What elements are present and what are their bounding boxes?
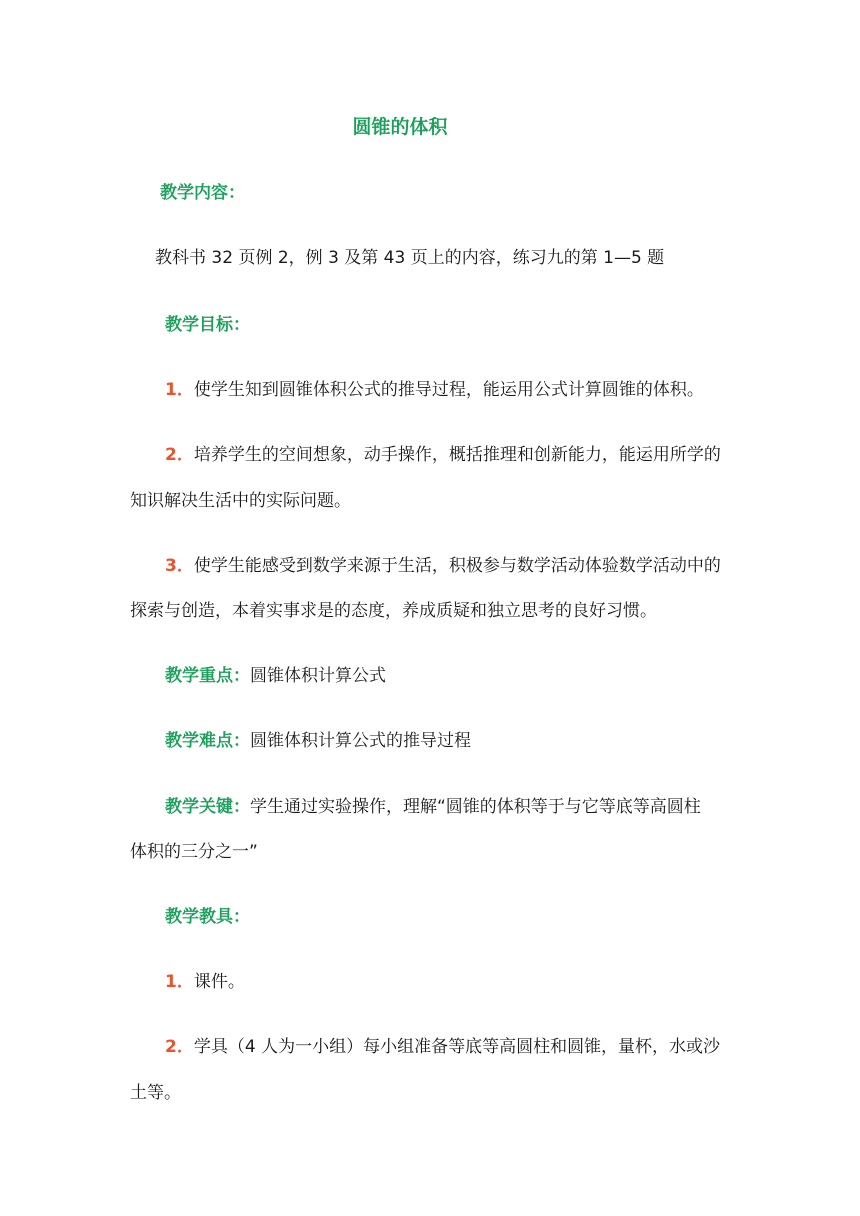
tools-heading: 教学教具： (165, 907, 250, 927)
goal-1-text: 使学生知到圆锥体积公式的推导过程，能运用公式计算圆锥的体积。 (193, 380, 704, 400)
goals-heading: 教学目标： (165, 315, 250, 335)
tool-1-number: 1． (165, 972, 194, 992)
difficulty-label: 教学难点： (165, 731, 250, 751)
crux-label: 教学关键： (165, 797, 250, 817)
goal-1-number: 1． (165, 380, 194, 400)
goal-3-number: 3． (165, 556, 194, 576)
goal-2-continuation: 知识解决生活中的实际问题。 (130, 491, 351, 511)
key-point (165, 664, 386, 688)
crux (165, 795, 701, 819)
content-heading: 教学内容： (160, 183, 245, 203)
content-text: 教科书 32 页例 2，例 3 及第 43 页上的内容，练习九的第 1—5 题 (155, 248, 665, 268)
tool-2-continuation: 土等。 (130, 1083, 181, 1103)
goal-item-3 (165, 554, 721, 578)
key-point-text: 圆锥体积计算公式 (250, 666, 386, 686)
goal-3-text: 使学生能感受到数学来源于生活，积极参与数学活动体验数学活动中的 (193, 556, 721, 576)
goal-item-1 (165, 378, 704, 402)
difficulty-text: 圆锥体积计算公式的推导过程 (250, 731, 471, 751)
tool-1-text: 课件。 (193, 972, 245, 992)
crux-text: 学生通过实验操作，理解“圆锥的体积等于与它等底等高圆柱 (250, 797, 701, 817)
goal-2-number: 2． (165, 445, 194, 465)
goal-3-continuation: 探索与创造，本着实事求是的态度，养成质疑和独立思考的良好习惯。 (130, 601, 657, 621)
tool-2-number: 2． (165, 1037, 194, 1057)
crux-continuation: 体积的三分之一” (130, 842, 258, 862)
goal-2-text: 培养学生的空间想象，动手操作，概括推理和创新能力，能运用所学的 (193, 445, 721, 465)
difficulty (165, 729, 471, 753)
document-title: 圆锥的体积 (352, 116, 448, 138)
goal-item-2 (165, 443, 721, 467)
tool-item-1 (165, 970, 245, 994)
tool-item-2 (165, 1035, 720, 1059)
tool-2-text: 学具（4 人为一小组）每小组准备等底等高圆柱和圆锥，量杯，水或沙 (193, 1037, 721, 1057)
key-point-label: 教学重点： (165, 666, 250, 686)
